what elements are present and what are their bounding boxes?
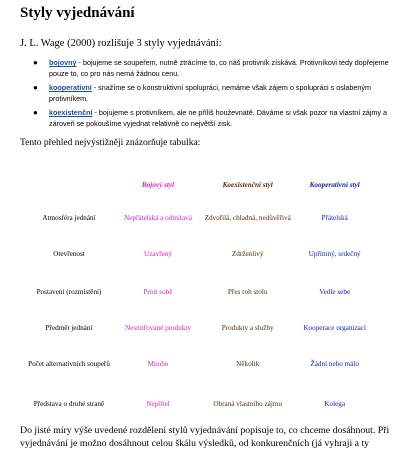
- table-header-row: [20, 170, 372, 200]
- table-cell: Obraná vlastního zájmu: [213, 400, 283, 408]
- table-cell: Produkty a služby: [221, 324, 274, 332]
- table-row: [20, 384, 372, 424]
- table-row: [20, 344, 372, 384]
- row-label: Představa o druhé straně: [33, 400, 105, 408]
- list-item-text: - snažíme se o konstruktivní spolupráci, nemáme však zájem o spolupráci s oslabeným protivníkem.: [49, 83, 371, 103]
- header-bojovy-styl: Bojový styl: [141, 181, 175, 189]
- table-cell: Přes roh stolu: [227, 288, 268, 296]
- row-label: Otevřenost: [53, 250, 85, 258]
- page-title: Styly vyjednávání: [20, 5, 135, 21]
- table-cell: Nepřátelská a odmítavá: [124, 214, 192, 222]
- table-corner-cell: [20, 170, 118, 200]
- table-cell: Upřímný, srdečný: [308, 250, 361, 258]
- table-row: [20, 236, 372, 272]
- table-cell: Nesmiřované produkty: [124, 324, 192, 332]
- header-kooperativni-styl: Kooperativní styl: [309, 181, 360, 189]
- term-link-kooperativni[interactable]: kooperativní: [49, 83, 92, 92]
- term-link-bojovny[interactable]: bojovný: [49, 58, 77, 67]
- list-item: [24, 58, 396, 79]
- table-cell: Kolega: [324, 400, 346, 408]
- table-cell: Proti sobě: [143, 288, 173, 296]
- intro-text: J. L. Wage (2000) rozlišuje 3 styly vyjednávání:: [20, 38, 222, 49]
- table-row: [20, 200, 372, 236]
- table-cell: Vedle sebe: [319, 288, 351, 296]
- table-row: [20, 272, 372, 312]
- styles-list: [24, 58, 396, 133]
- row-label: Předmět jednání: [45, 324, 93, 332]
- table-cell: Zdrženlivý: [231, 250, 264, 258]
- bullet-icon: ●: [33, 58, 38, 67]
- list-item: [24, 108, 396, 129]
- table-cell: Nepřítel: [146, 400, 170, 408]
- term-link-koexistencni[interactable]: koexistenční: [49, 108, 93, 117]
- table-row: [20, 312, 372, 344]
- list-item-text: - bojujeme s protivníkem, ale ne příliš houževnatě. Dáváme si však pozor na vlastní zájmy a zároveň se pokoušíme vyjednat relativně co největší zisk.: [49, 108, 387, 128]
- closing-paragraph: Do jisté míry výše uvedené rozdělení stylů vyjednávání popisuje to, co chceme dosáhnout. Při vyjednávání je možno dosáhnout celou škálu výsledků, od konkurenčních (já vyhraji a ty: [20, 425, 390, 449]
- comparison-table: [20, 170, 372, 424]
- row-label: Atmosféra jednání: [42, 214, 96, 222]
- table-cell: Kooperace organizací: [303, 324, 367, 332]
- table-note: Tento přehled nejvýstižněji znázorňuje tabulka:: [20, 138, 201, 148]
- table-cell: Mnoho: [147, 360, 169, 368]
- bullet-icon: ●: [33, 83, 38, 92]
- header-koexistencni-styl: Koexistenční styl: [222, 181, 273, 189]
- table-cell: Uzavřený: [144, 250, 172, 258]
- row-label: Počet alternativních soupeřů: [28, 360, 110, 368]
- bullet-icon: ●: [33, 108, 38, 117]
- table-cell: Zdvořilá, chladná, nedůvěřivá: [204, 214, 291, 222]
- list-item: [24, 83, 396, 104]
- table-cell: Žádní nebo málo: [310, 360, 360, 368]
- table-cell: Několik: [236, 360, 260, 368]
- list-item-text: - bojujeme se soupeřem, nutně ztrácíme to, co náš protivník získává. Protivníkovi tedy dopřejeme pouze to, co pro nás nemá žádnou cenu.: [49, 58, 389, 78]
- table-cell: Přátelská: [321, 214, 348, 222]
- row-label: Postavení (rozmístění): [36, 288, 102, 296]
